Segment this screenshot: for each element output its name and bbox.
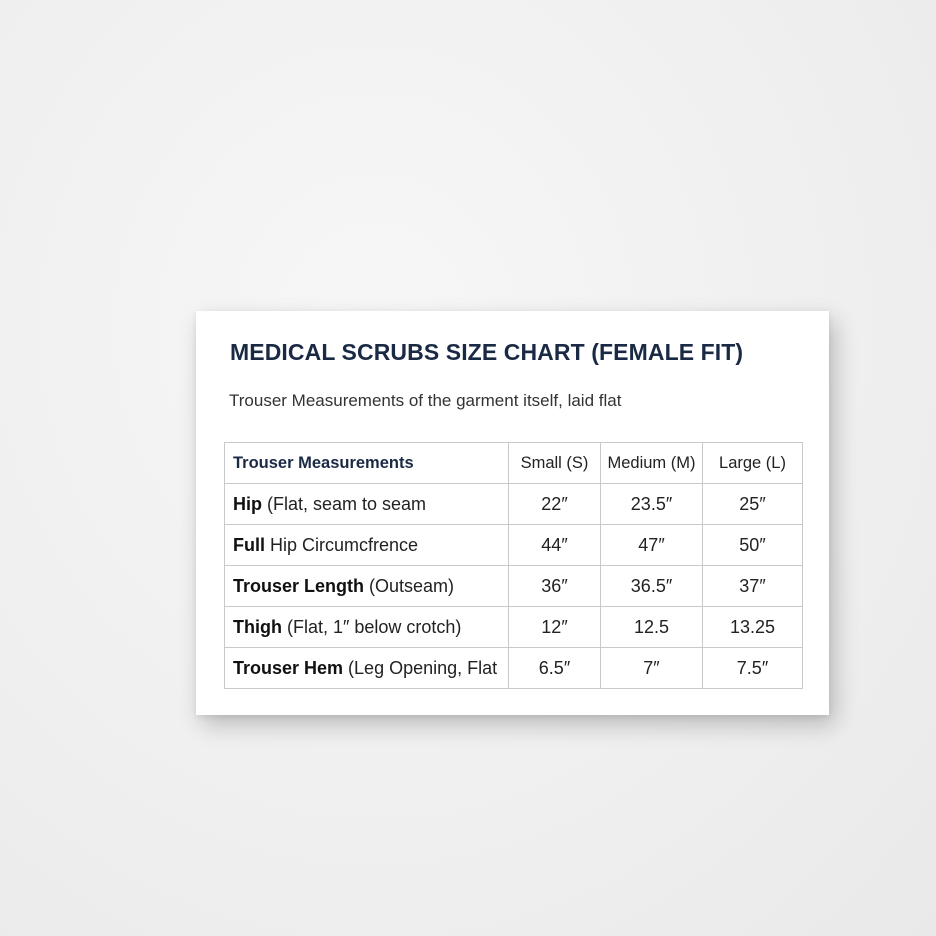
row-label-rest: (Outseam) xyxy=(364,575,455,596)
row-label xyxy=(225,607,509,648)
header-large: Large (L) xyxy=(703,443,803,484)
cell-large: 37″ xyxy=(703,566,803,607)
row-label-bold: Hip xyxy=(233,493,262,514)
cell-medium: 12.5 xyxy=(601,607,703,648)
row-label-bold: Trouser Length xyxy=(233,575,365,596)
cell-small: 12″ xyxy=(509,607,601,648)
table-row xyxy=(225,525,803,566)
cell-small: 22″ xyxy=(509,484,601,525)
cell-medium: 7″ xyxy=(601,648,703,689)
cell-small: 44″ xyxy=(509,525,601,566)
table-row xyxy=(225,484,803,525)
row-label xyxy=(225,525,509,566)
row-label-rest: Hip Circumcfrence xyxy=(265,534,419,555)
row-label xyxy=(225,566,509,607)
header-measurement: Trouser Measurements xyxy=(225,443,509,484)
size-chart-card xyxy=(196,311,829,715)
row-label-bold: Thigh xyxy=(233,616,282,637)
header-medium: Medium (M) xyxy=(601,443,703,484)
table-row xyxy=(225,648,803,689)
chart-subtitle: Trouser Measurements of the garment itself, laid flat xyxy=(229,391,622,410)
row-label-rest: (Flat, seam to seam xyxy=(262,493,427,514)
row-label xyxy=(225,484,509,525)
header-small: Small (S) xyxy=(509,443,601,484)
row-label-bold: Full xyxy=(233,534,265,555)
cell-small: 36″ xyxy=(509,566,601,607)
cell-medium: 47″ xyxy=(601,525,703,566)
table-header-row xyxy=(225,443,803,484)
cell-large: 25″ xyxy=(703,484,803,525)
chart-title: MEDICAL SCRUBS SIZE CHART (FEMALE FIT) xyxy=(230,339,744,365)
row-label-rest: (Leg Opening, Flat xyxy=(343,657,498,678)
size-table xyxy=(224,442,803,689)
cell-small: 6.5″ xyxy=(509,648,601,689)
cell-large: 50″ xyxy=(703,525,803,566)
row-label-bold: Trouser Hem xyxy=(233,657,344,678)
row-label-rest: (Flat, 1″ below crotch) xyxy=(281,616,462,637)
table-row xyxy=(225,566,803,607)
cell-large: 13.25 xyxy=(703,607,803,648)
cell-medium: 23.5″ xyxy=(601,484,703,525)
cell-large: 7.5″ xyxy=(703,648,803,689)
cell-medium: 36.5″ xyxy=(601,566,703,607)
row-label xyxy=(225,648,509,689)
table-row xyxy=(225,607,803,648)
